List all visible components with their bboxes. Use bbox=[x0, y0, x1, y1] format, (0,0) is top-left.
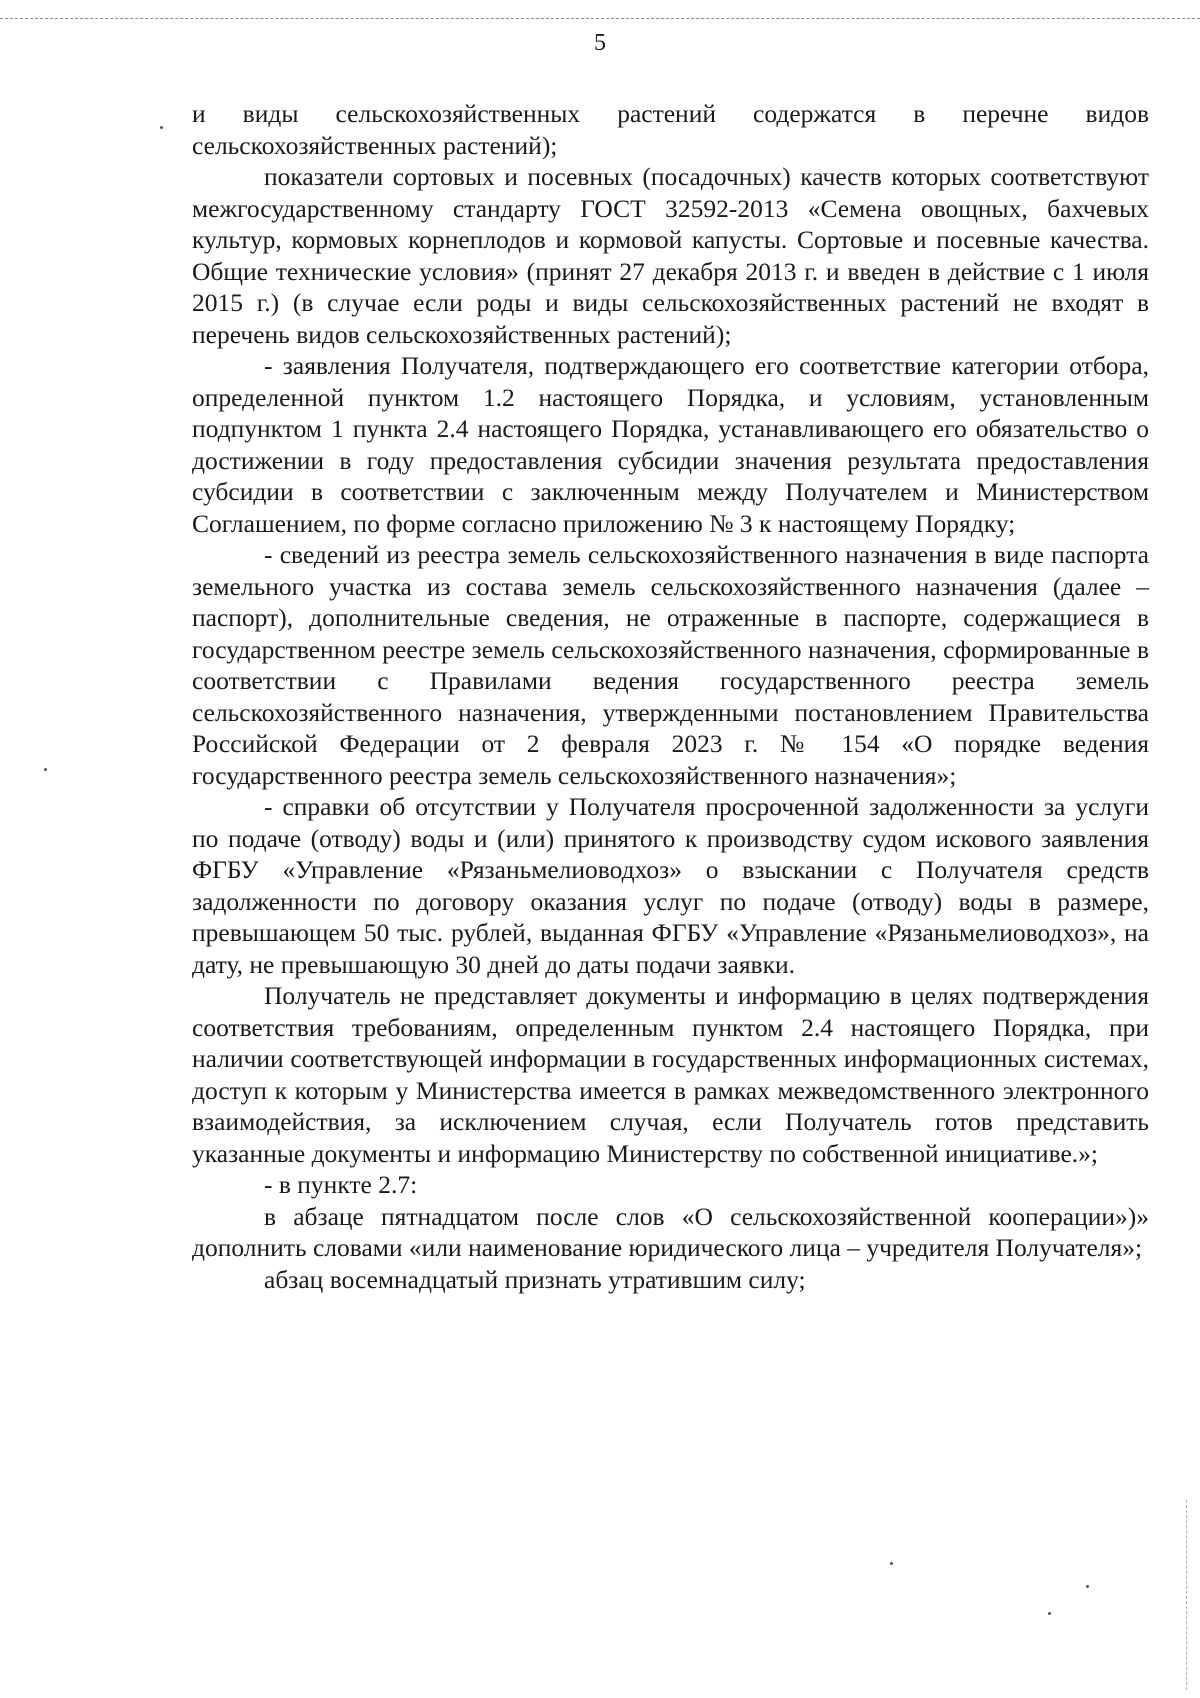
paragraph: показатели сортовых и посевных (посадочных) качеств которых соответствуют межгосударственному стандарту ГОСТ 32592-2013 «Семена овощных, бахчевых культур, кормовых корнеплодов и кормовой капусты. Сортовые и посевные качества. Общие технические условия» (принят 27 декабря 2013 г. и введен в действие с 1 июля 2015 г.) (в случае если роды и виды сельскохозяйственных растений не входят в перечень видов сельскохозяйственных растений); bbox=[192, 162, 1149, 349]
list-item: - сведений из реестра земель сельскохозяйственного назначения в виде паспорта земельного участка из состава земель сельскохозяйственного назначения (далее – паспорт), дополнительные сведения, не отраженные в паспорте, содержащиеся в государственном реестре земель сельскохозяйственного назначения, сформированные в соответствии с Правилами ведения государственного реестра земель сельскохозяйственного назначения, утвержденными постановлением Правительства Российской Федерации от 2 февраля 2023 г. № 154 «О порядке ведения государственного реестра земель сельскохозяйственного назначения»; bbox=[192, 540, 1149, 790]
list-item: - справки об отсутствии у Получателя просроченной задолженности за услуги по подаче (отводу) воды и (или) принятого к производству судом искового заявления ФГБУ «Управление «Рязаньмелиоводхоз» о взыскании с Получателя средств задолженности по договору оказания услуг по подаче (отводу) воды в размере, превышающем 50 тыс. рублей, выданная ФГБУ «Управление «Рязаньмелиоводхоз», на дату, не превышающую 30 дней до даты подачи заявки. bbox=[192, 792, 1149, 979]
paragraph: и виды сельскохозяйственных растений содержатся в перечне видов сельскохозяйственных растений); bbox=[192, 99, 1149, 160]
list-item: - заявления Получателя, подтверждающего его соответствие категории отбора, определенной пунктом 1.2 настоящего Порядка, и условиям, установленным подпунктом 1 пункта 2.4 настоящего Порядка, устанавливающего его обязательство о достижении в году предоставления субсидии значения результата предоставления субсидии в соответствии с заключенным между Получателем и Министерством Соглашением, по форме согласно приложению № 3 к настоящему Порядку; bbox=[192, 351, 1149, 538]
scan-speck bbox=[1086, 1585, 1089, 1588]
page-number: 5 bbox=[594, 30, 606, 56]
list-item: - в пункте 2.7: bbox=[264, 1170, 418, 1199]
paragraph: абзац восемнадцатый признать утратившим силу; bbox=[264, 1264, 806, 1294]
paragraph: Получатель не представляет документы и информацию в целях подтверждения соответствия требованиям, определенным пунктом 2.4 настоящего Порядка, при наличии соответствующей информации в государственных информационных системах, доступ к которым у Министерства имеется в рамках межведомственного электронного взаимодействия, за исключением случая, если Получатель готов представить указанные документы и информацию Министерству по собственной инициативе.»; bbox=[192, 981, 1149, 1168]
document-body bbox=[192, 98, 1149, 1295]
scan-top-border bbox=[0, 18, 1200, 19]
scan-speck bbox=[160, 126, 163, 129]
scan-speck bbox=[1048, 1612, 1051, 1615]
paragraph: в абзаце пятнадцатом после слов «О сельскохозяйственной кооперации»)» дополнить словами «или наименование юридического лица – учредителя Получателя»; bbox=[192, 1201, 1149, 1262]
scan-speck bbox=[890, 1562, 893, 1565]
scan-speck bbox=[44, 768, 47, 771]
scan-right-border bbox=[1186, 1500, 1187, 1690]
